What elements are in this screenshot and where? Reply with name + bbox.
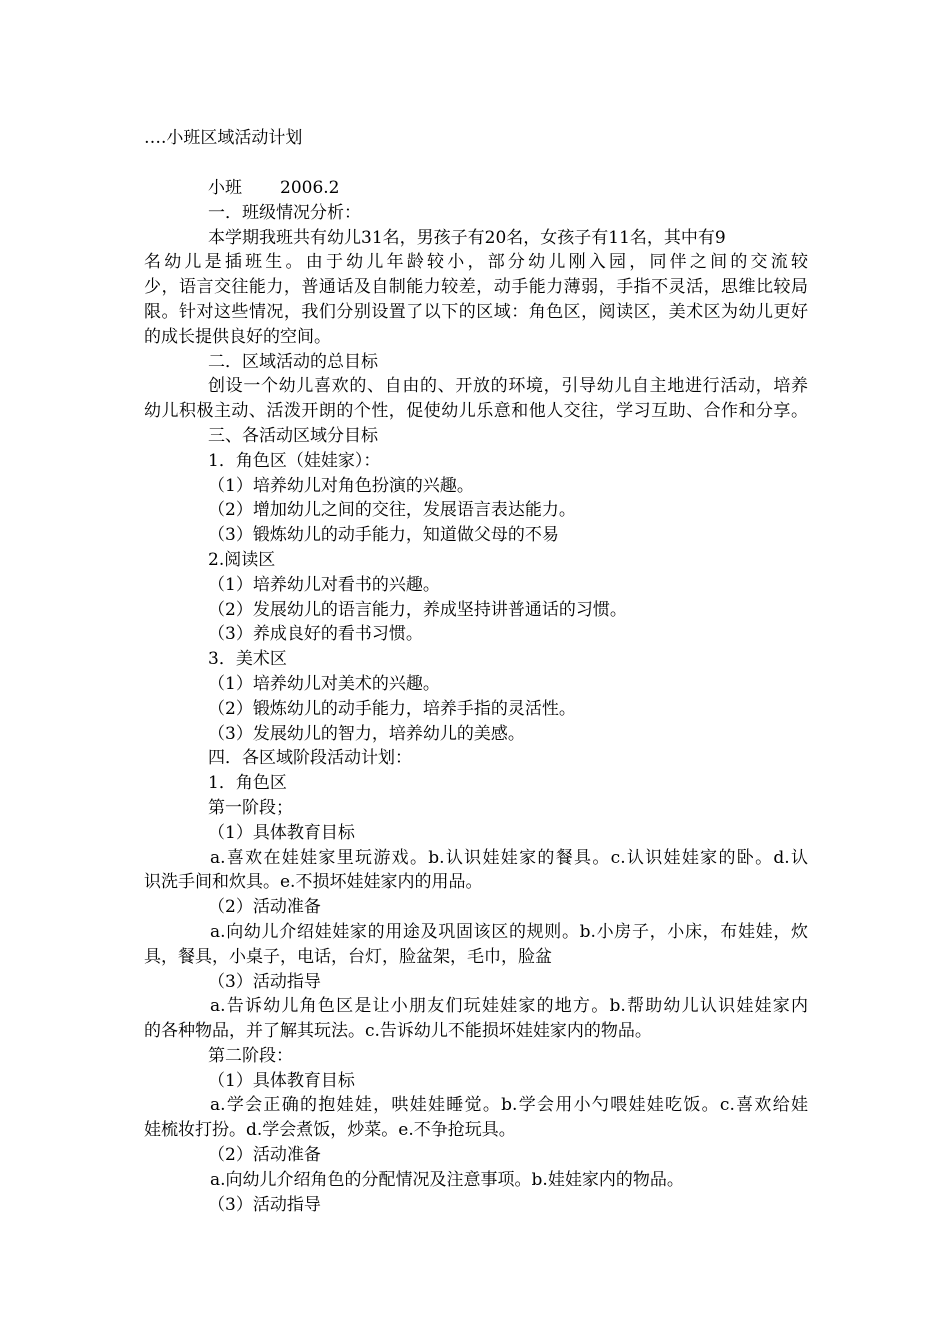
subsection-heading: 1．角色区（娃娃家）： (208, 450, 381, 471)
list-item: （1）具体教育目标 (208, 1070, 355, 1091)
list-item: （2）活动准备 (208, 1145, 321, 1166)
paragraph-line: a.告诉幼儿角色区是让小朋友们玩娃娃家的地方。b.帮助幼儿认识娃娃家内 (210, 996, 808, 1017)
list-item: （1）具体教育目标 (208, 822, 355, 843)
subsection-heading: 3．美术区 (208, 649, 287, 670)
list-item: （3）锻炼幼儿的动手能力，知道做父母的不易 (208, 525, 559, 546)
paragraph-line: 本学期我班共有幼儿31名，男孩子有20名，女孩子有11名，其中有9 (208, 227, 726, 248)
header-line (144, 176, 808, 201)
list-item: （2）发展幼儿的语言能力，养成坚持讲普通话的习惯。 (208, 599, 627, 620)
list-item: （1）培养幼儿对美术的兴趣。 (208, 673, 440, 694)
paragraph-line: 的各种物品，并了解其玩法。c.告诉幼儿不能损坏娃娃家内的物品。 (144, 1021, 652, 1042)
list-item: （2）锻炼幼儿的动手能力，培养手指的灵活性。 (208, 698, 576, 719)
paragraph-line: 少，语言交往能力，普通话及自制能力较差，动手能力薄弱，手指不灵活，思维比较局 (144, 277, 808, 298)
paragraph-line: 娃梳妆打扮。d.学会煮饭，炒菜。e.不争抢玩具。 (144, 1120, 516, 1141)
list-item: （3）活动指导 (208, 971, 321, 992)
section-heading: 三、各活动区域分目标 (208, 425, 378, 446)
list-item: （3）发展幼儿的智力，培养幼儿的美感。 (208, 723, 525, 744)
section-heading: 二．区域活动的总目标 (208, 351, 378, 372)
subsection-heading: 2.阅读区 (208, 549, 276, 570)
list-item: （3）养成良好的看书习惯。 (208, 624, 423, 645)
paragraph-line: 幼儿积极主动、活泼开朗的个性，促使幼儿乐意和他人交往，学习互助、合作和分享。 (144, 401, 808, 422)
class-name: 小班 (208, 178, 242, 198)
paragraph-line: a.学会正确的抱娃娃，哄娃娃睡觉。b.学会用小勺喂娃娃吃饭。c.喜欢给娃 (210, 1095, 808, 1116)
section-heading: 一．班级情况分析： (208, 202, 361, 223)
list-item: （3）活动指导 (208, 1194, 321, 1215)
paragraph-line: 识洗手间和炊具。e.不损坏娃娃家内的用品。 (144, 872, 483, 893)
paragraph-line: 的成长提供良好的空间。 (144, 326, 331, 347)
document-title: ….小班区域活动计划 (144, 128, 303, 148)
paragraph-line: 具，餐具，小桌子，电话，台灯，脸盆架，毛巾，脸盆 (144, 946, 552, 967)
list-item: （1）培养幼儿对看书的兴趣。 (208, 574, 440, 595)
stage-heading: 第二阶段： (208, 1045, 293, 1066)
paragraph-line: 限。针对这些情况，我们分别设置了以下的区域：角色区，阅读区，美术区为幼儿更好 (144, 301, 808, 322)
paragraph-line: 创设一个幼儿喜欢的、自由的、开放的环境，引导幼儿自主地进行活动，培养 (208, 376, 808, 397)
paragraph-line: a.向幼儿介绍角色的分配情况及注意事项。b.娃娃家内的物品。 (210, 1169, 684, 1190)
document-body (144, 176, 808, 1217)
list-item: （2）增加幼儿之间的交往，发展语言表达能力。 (208, 500, 576, 521)
subsection-heading: 1．角色区 (208, 773, 287, 794)
list-item: （1）培养幼儿对角色扮演的兴趣。 (208, 475, 474, 496)
list-item: （2）活动准备 (208, 897, 321, 918)
plan-date: 2006.2 (280, 178, 340, 198)
paragraph-line: 名幼儿是插班生。由于幼儿年龄较小，部分幼儿刚入园，同伴之间的交流较 (144, 252, 808, 273)
stage-heading: 第一阶段； (208, 797, 293, 818)
paragraph-line: a.向幼儿介绍娃娃家的用途及巩固该区的规则。b.小房子，小床，布娃娃，炊 (210, 921, 808, 942)
paragraph-line: a.喜欢在娃娃家里玩游戏。b.认识娃娃家的餐具。c.认识娃娃家的卧。d.认 (210, 847, 808, 868)
section-heading: 四．各区域阶段活动计划： (208, 748, 412, 769)
